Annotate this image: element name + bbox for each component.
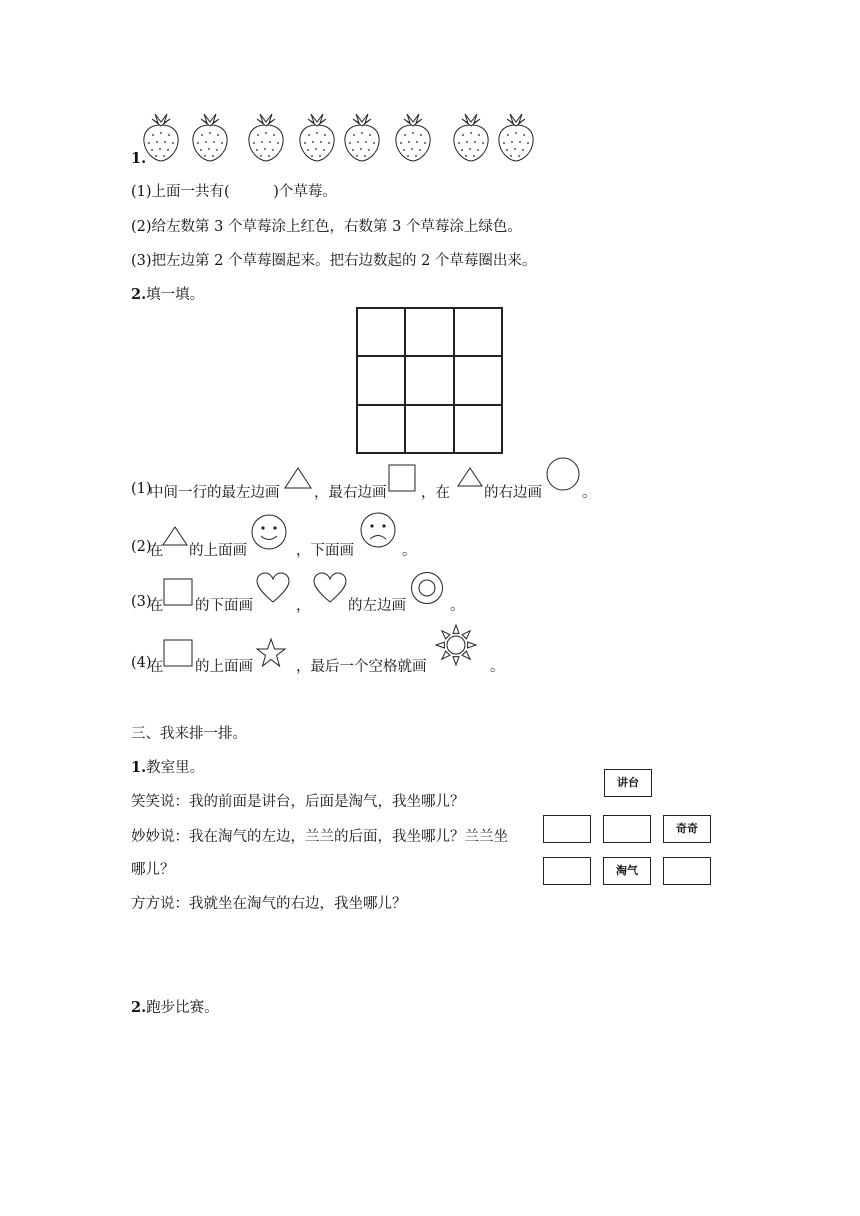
q2-line3-c: ，: [296, 598, 311, 614]
square-icon: [163, 578, 193, 606]
strawberry-icon: [451, 113, 491, 163]
s3-q2-number: 2.: [131, 999, 147, 1016]
q2-line4-prefix: (4): [131, 655, 152, 671]
q2-line1-c: ，在: [421, 485, 450, 501]
q2-number: 2.: [131, 286, 147, 303]
seat-empty[interactable]: [603, 815, 651, 843]
q2-line2-d: 。: [402, 543, 417, 559]
s3-q2-heading: [131, 996, 219, 1017]
q2-line3-prefix: (3): [131, 594, 152, 610]
triangle-icon: [457, 466, 483, 488]
q2-line2-prefix: (2): [131, 539, 152, 555]
heart-icon: [256, 572, 290, 604]
sun-ray: [442, 651, 450, 659]
q1-number: 1.: [131, 150, 147, 167]
s3-q1-heading: [131, 756, 204, 777]
s3-q2-title: 跑步比赛。: [146, 1000, 219, 1016]
q2-line3-d: 的左边画: [348, 598, 406, 614]
grid-cell[interactable]: [405, 356, 453, 404]
s3-q1-line4: 方方说：我就坐在淘气的右边，我坐哪儿？: [131, 896, 407, 912]
s3-q1-line2: 妙妙说：我在淘气的左边，兰兰的后面，我坐哪儿？兰兰坐: [131, 829, 508, 845]
s3-q1-number: 1.: [131, 759, 147, 776]
q2-line1-b: ，最右边画: [314, 485, 387, 501]
grid-cell[interactable]: [357, 356, 405, 404]
sun-ray: [436, 642, 444, 648]
seat-empty[interactable]: [543, 857, 591, 885]
fill-grid[interactable]: [356, 307, 503, 454]
grid-cell[interactable]: [357, 405, 405, 453]
strawberry-icon: [393, 113, 433, 163]
q2-line3-e: 。: [450, 598, 465, 614]
triangle-icon: [284, 466, 312, 490]
seat-qiqi: 奇奇: [663, 815, 711, 843]
sad-face-icon: [359, 511, 397, 549]
q2-line3-a: 在: [149, 598, 164, 614]
grid-cell[interactable]: [454, 405, 502, 453]
q2-heading: [131, 283, 204, 304]
ring-icon: [410, 571, 444, 605]
seat-empty[interactable]: [663, 857, 711, 885]
q2-line2-a: 在: [149, 543, 164, 559]
grid-cell[interactable]: [454, 308, 502, 356]
q2-line4-b: 的上面画: [195, 659, 253, 675]
sun-ray: [462, 651, 470, 659]
s3-q1-title: 教室里。: [146, 760, 205, 776]
sun-ray: [462, 631, 470, 639]
smiley-face-icon: [250, 513, 288, 551]
grid-cell[interactable]: [454, 356, 502, 404]
circle-icon: [546, 457, 580, 491]
square-icon: [388, 464, 416, 492]
q2-line1-a: 中间一行的最左边画: [149, 485, 280, 501]
q1-sub2: (2)给左数第 3 个草莓涂上红色，右数第 3 个草莓涂上绿色。: [131, 219, 522, 235]
seat-empty[interactable]: [543, 815, 591, 843]
grid-cell[interactable]: [357, 308, 405, 356]
q2-line1-e: 。: [582, 485, 597, 501]
triangle-icon: [162, 525, 188, 547]
grid-cell[interactable]: [405, 308, 453, 356]
q2-line4-d: 。: [490, 659, 505, 675]
q2-line2-b: 的上面画: [189, 543, 247, 559]
star-icon: [256, 638, 286, 668]
strawberry-icon: [496, 113, 536, 163]
s3-q1-line1: 笑笑说：我的前面是讲台，后面是淘气，我坐哪儿？: [131, 794, 465, 810]
q2-line2-c: ，下面画: [296, 543, 354, 559]
strawberry-icon: [246, 113, 286, 163]
q1-sub1: (1)上面一共有( )个草莓。: [131, 184, 337, 200]
strawberry-icon: [297, 113, 337, 163]
heart-icon: [313, 572, 347, 604]
s3-q1-line3: 哪儿？: [131, 862, 175, 878]
q2-line3-b: 的下面画: [195, 598, 253, 614]
sun-icon: [434, 623, 478, 667]
sun-ray: [442, 631, 450, 639]
q2-line1-prefix: (1): [131, 481, 152, 497]
seat-taoqi: 淘气: [603, 857, 651, 885]
q2-line4-c: ，最后一个空格就画: [296, 659, 427, 675]
sun-ray: [453, 657, 459, 665]
sun-ray: [468, 642, 476, 648]
section3-title: 三、我来排一排。: [131, 726, 247, 742]
strawberry-icon: [190, 113, 230, 163]
square-icon: [163, 639, 193, 667]
q2-line1-d: 的右边画: [484, 485, 542, 501]
grid-cell[interactable]: [405, 405, 453, 453]
strawberry-icon: [342, 113, 382, 163]
q1-sub3: (3)把左边第 2 个草莓圈起来。把右边数起的 2 个草莓圈出来。: [131, 253, 537, 269]
sun-ray: [453, 625, 459, 633]
q2-title: 填一填。: [146, 287, 205, 303]
seat-podium: 讲台: [604, 769, 652, 797]
strawberry-icon: [141, 113, 181, 163]
q2-line4-a: 在: [149, 659, 164, 675]
